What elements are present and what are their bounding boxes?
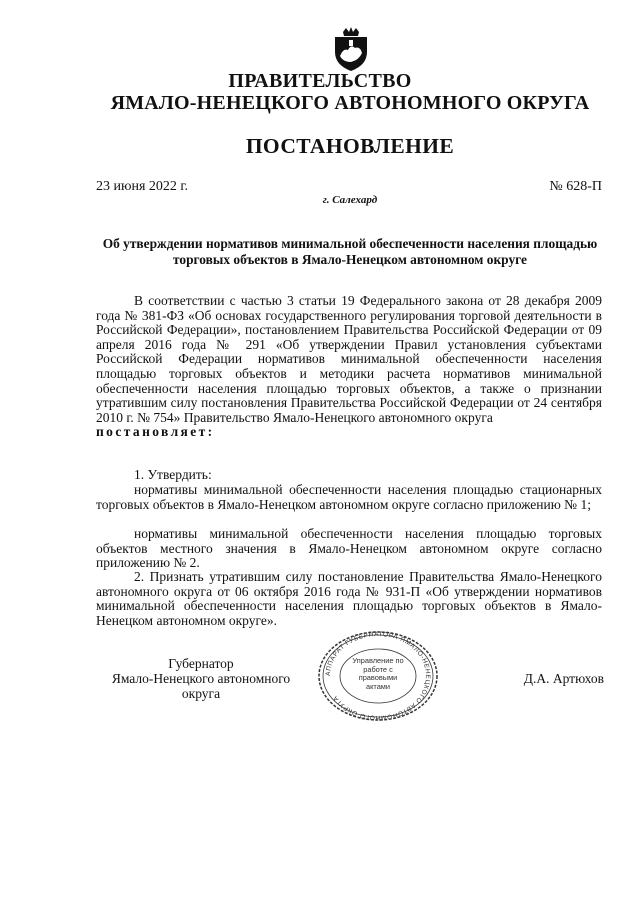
item-2: 2. Признать утратившим силу постановление Правительства Ямало-Ненецкого автономного округа от 06 октября 2016 года № 931-П «Об утверждении нормативов минимальной обеспеченности населения площадью торговых объектов в Ямало-Ненецком автономном округе». <box>96 569 602 628</box>
signatory-position <box>96 656 306 701</box>
signatory-position-line2: Ямало-Ненецкого автономного округа <box>111 671 291 701</box>
stamp-center-text: Управление по работе с правовыми актами <box>352 657 404 691</box>
signatory-name: Д.А. Артюхов <box>523 671 604 686</box>
coat-of-arms-icon <box>329 26 373 72</box>
document-city: г. Салехард <box>322 194 378 206</box>
document-type: ПОСТАНОВЛЕНИЕ <box>245 134 455 158</box>
item-1-b: нормативы минимальной обеспеченности населения площадью торговых объектов местного значения в Ямало-Ненецком автономном округе согласно приложению № 2. <box>96 526 602 571</box>
item-1-a: нормативы минимальной обеспеченности населения площадью стационарных торговых объектов в Ямало-Ненецком автономном округе согласно приложению № 1; <box>96 482 602 512</box>
document-date: 23 июня 2022 г. <box>96 179 189 194</box>
official-stamp <box>316 630 440 722</box>
preamble-text: В соответствии с частью 3 статьи 19 Федерального закона от 28 декабря 2009 года № 381-ФЗ «Об основах государственного регулирования торговой деятельности в Российской Федерации», постановлением Правительства Российской Федерации от 09 апреля 2016 года № 291 «Об утверждении Правил установления субъектами Российской Федерации нормативов минимальной обеспеченности населения площадью торговых объектов и методики расчета нормативов минимальной обеспеченности населения площадью торговых объектов, а также о признании утратившим силу постановления Правительства Российской Федерации от 24 сентября 2010 г. № 754» Правительство Ямало-Ненецкого автономного округа <box>96 293 602 425</box>
document-number: № 628-П <box>549 179 602 194</box>
decree-word: постановляет: <box>96 424 215 440</box>
document-subject: Об утверждении нормативов минимальной обеспеченности населения площадью торговых объектов в Ямало-Ненецком автономном округе <box>102 236 598 268</box>
stamp-ring-text: АППАРАТ ГУБЕРНАТОРА ЯМАЛО-НЕНЕЦКОГО АВТОНОМНОГО ОКРУГА <box>324 630 432 722</box>
signatory-position-line1: Губернатор <box>168 656 234 671</box>
organization-title: ПРАВИТЕЛЬСТВО <box>228 70 412 92</box>
item-1-heading: 1. Утвердить: <box>134 467 212 482</box>
preamble-paragraph <box>96 294 602 440</box>
organization-region: ЯМАЛО-НЕНЕЦКОГО АВТОНОМНОГО ОКРУГА <box>110 92 590 114</box>
